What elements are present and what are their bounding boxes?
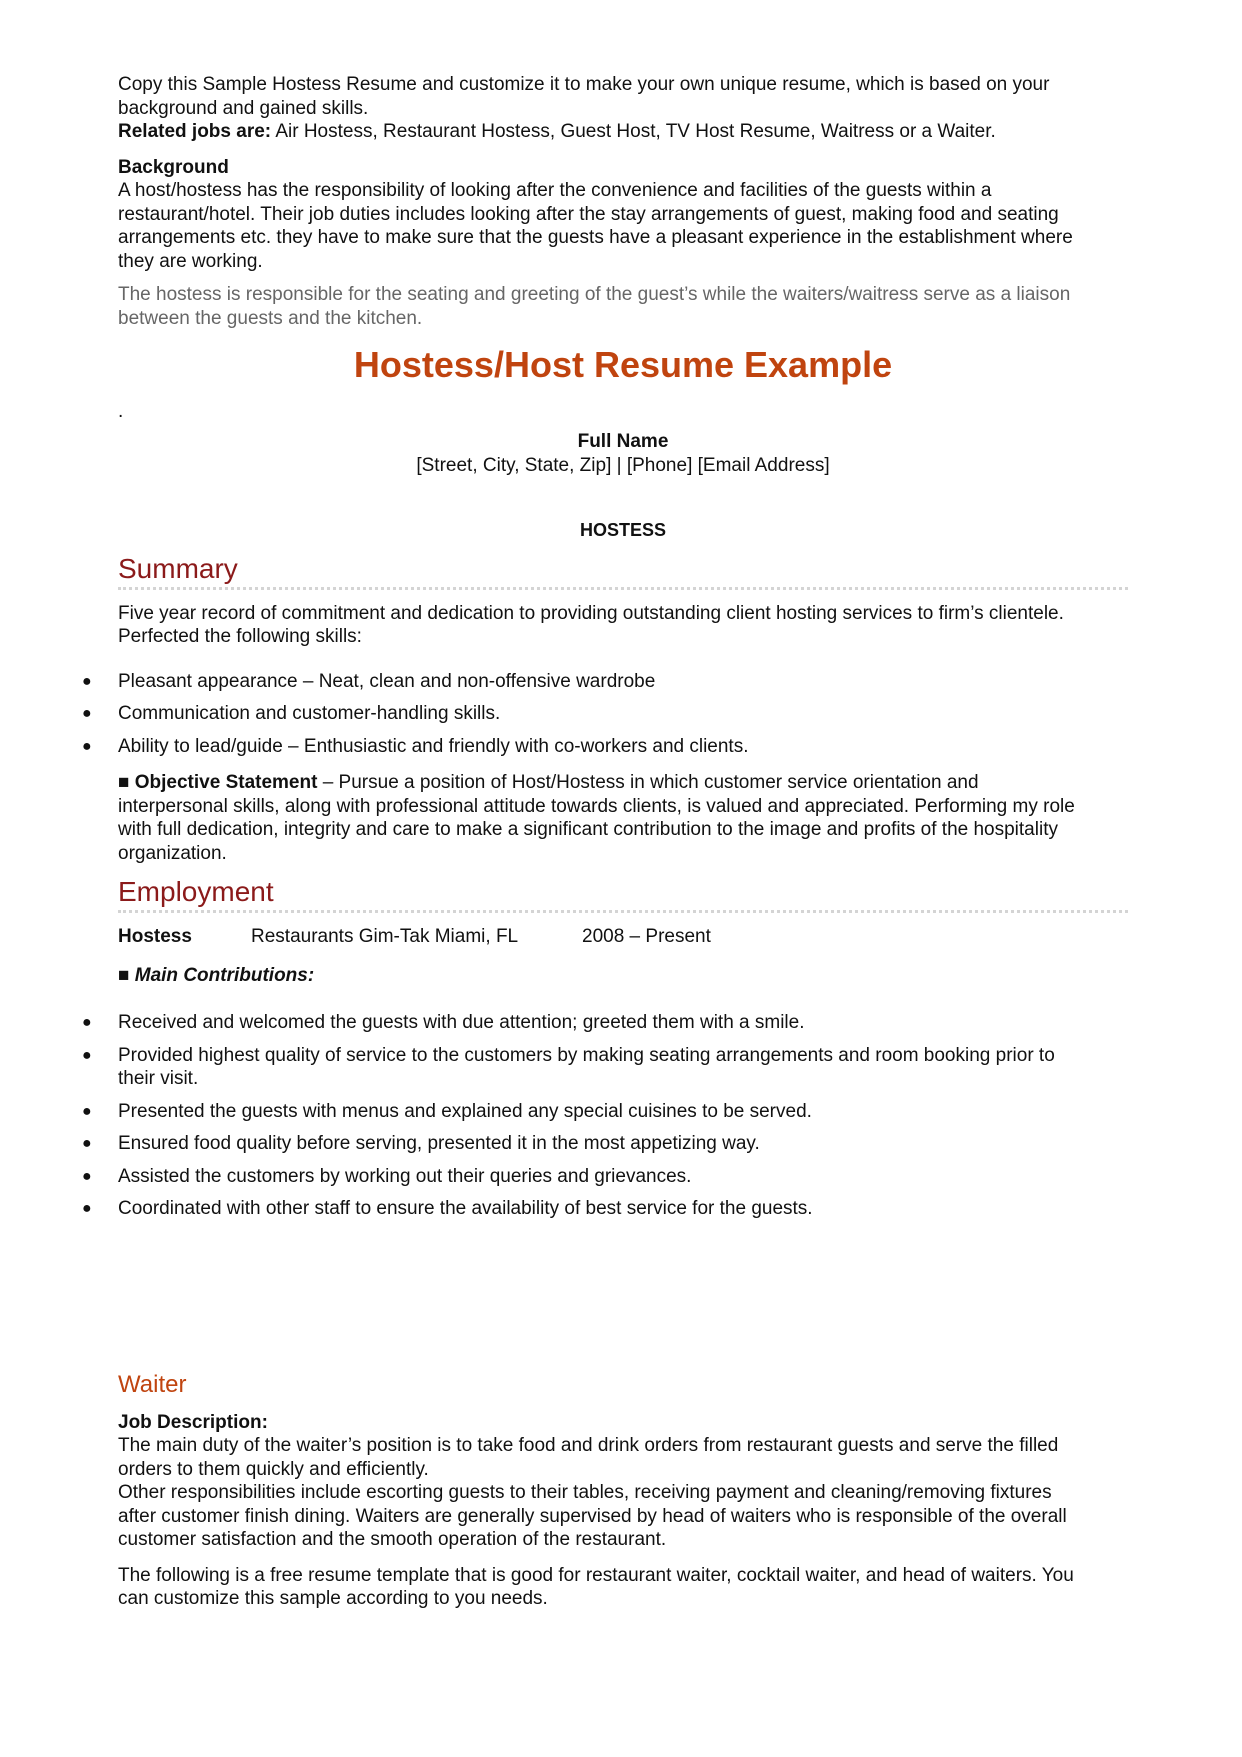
objective-text: – Pursue a position of Host/Hostess in which customer service orientation and bbox=[317, 772, 979, 793]
bullet-icon: ● bbox=[82, 672, 92, 690]
intro-line: background and gained skills. bbox=[118, 97, 369, 119]
bullet-icon: ● bbox=[82, 1046, 92, 1064]
background-note: The hostess is responsible for the seating and greeting of the guest’s while the waiters/waitress serve as a liaison bbox=[118, 284, 1071, 305]
background-heading: Background bbox=[118, 156, 229, 178]
summary-line: Perfected the following skills: bbox=[118, 626, 362, 647]
bullet-icon: ● bbox=[82, 1167, 92, 1185]
bullet-icon: ● bbox=[82, 1135, 92, 1152]
list-item bbox=[82, 1132, 1128, 1156]
objective-line: with full dedication, integrity and care to make a significant contribution to the image and profits of the hospitality bbox=[118, 819, 1058, 840]
job-entry bbox=[118, 925, 1128, 949]
bullet-icon: ● bbox=[82, 1200, 92, 1217]
related-jobs-label: Related jobs are: bbox=[118, 121, 272, 142]
background-line: restaurant/hotel. Their job duties includes looking after the stay arrangements of guest, making food and seating bbox=[118, 203, 1059, 225]
contribution-text: Ensured food quality before serving, presented it in the most appetizing way. bbox=[118, 1133, 760, 1154]
job-description-label: Job Description: bbox=[118, 1411, 268, 1433]
summary-heading: Summary bbox=[118, 552, 238, 584]
list-item bbox=[82, 1165, 1128, 1189]
list-item bbox=[82, 1197, 1128, 1221]
list-item bbox=[82, 702, 1128, 726]
contribution-text: Presented the guests with menus and explained any special cuisines to be served. bbox=[118, 1100, 812, 1122]
skill-text: Pleasant appearance – Neat, clean and non-offensive wardrobe bbox=[118, 670, 656, 692]
related-jobs bbox=[118, 120, 1128, 144]
objective-statement bbox=[118, 771, 1128, 795]
bullet-icon: ● bbox=[82, 737, 92, 755]
list-item bbox=[82, 1044, 1128, 1091]
background-note: between the guests and the kitchen. bbox=[118, 307, 423, 329]
contact-line: [Street, City, State, Zip] | [Phone] [Email Address] bbox=[416, 454, 830, 476]
contributions-list bbox=[82, 1011, 1128, 1221]
closing-line: The following is a free resume template that is good for restaurant waiter, cocktail waiter, and head of waiters. You bbox=[118, 1564, 1074, 1586]
position-title: HOSTESS bbox=[579, 520, 667, 540]
related-jobs-text: Air Hostess, Restaurant Hostess, Guest Host, TV Host Resume, Waitress or a Waiter. bbox=[271, 121, 996, 142]
waiter-line: orders to them quickly and efficiently. bbox=[118, 1458, 429, 1480]
skills-list bbox=[82, 670, 1128, 759]
objective-label: ■ Objective Statement bbox=[118, 772, 318, 793]
waiter-heading: Waiter bbox=[118, 1370, 187, 1398]
background-line: they are working. bbox=[118, 250, 263, 272]
waiter-line: Other responsibilities include escorting guests to their tables, receiving payment and cleaning/removing fixtures bbox=[118, 1482, 1052, 1503]
contribution-text: their visit. bbox=[118, 1068, 199, 1089]
contribution-text: Received and welcomed the guests with due attention; greeted them with a smile. bbox=[118, 1012, 805, 1033]
list-item bbox=[82, 670, 1128, 694]
skill-text: Communication and customer-handling skills. bbox=[118, 703, 501, 724]
contribution-text: Assisted the customers by working out their queries and grievances. bbox=[118, 1165, 692, 1187]
list-item bbox=[82, 1011, 1128, 1035]
closing-line: can customize this sample according to you needs. bbox=[118, 1588, 548, 1609]
list-item bbox=[82, 1100, 1128, 1124]
skill-text: Ability to lead/guide – Enthusiastic and friendly with co-workers and clients. bbox=[118, 735, 749, 757]
intro-line: Copy this Sample Hostess Resume and customize it to make your own unique resume, which is based on your bbox=[118, 74, 1050, 95]
employer: Restaurants Gim-Tak Miami, FL bbox=[251, 926, 519, 947]
contribution-text: Coordinated with other staff to ensure the availability of best service for the guests. bbox=[118, 1198, 813, 1219]
objective-line: organization. bbox=[118, 842, 227, 864]
background-line: A host/hostess has the responsibility of looking after the convenience and facilities of the guests within a bbox=[118, 180, 992, 201]
waiter-line: customer satisfaction and the smooth operation of the restaurant. bbox=[118, 1529, 667, 1550]
list-item bbox=[82, 735, 1128, 759]
contribution-text: Provided highest quality of service to the customers by making seating arrangements and room booking prior to bbox=[118, 1044, 1055, 1066]
employment-heading: Employment bbox=[118, 876, 274, 907]
document-page bbox=[82, 73, 1128, 1611]
background-line: arrangements etc. they have to make sure that the guests have a pleasant experience in the establishment where bbox=[118, 227, 1073, 248]
bullet-icon: ● bbox=[82, 1102, 92, 1120]
bullet-icon: ● bbox=[82, 705, 92, 722]
objective-line: interpersonal skills, along with professional attitude towards clients, is valued and appreciated. Performing my role bbox=[118, 795, 1075, 817]
waiter-line: The main duty of the waiter’s position is to take food and drink orders from restaurant guests and serve the filled bbox=[118, 1435, 1059, 1456]
job-dates: 2008 – Present bbox=[582, 926, 711, 947]
bullet-icon: ● bbox=[82, 1014, 92, 1031]
summary-line: Five year record of commitment and dedication to providing outstanding client hosting services to firm’s clientele. bbox=[118, 602, 1064, 624]
resume-title: Hostess/Host Resume Example bbox=[353, 344, 893, 385]
contributions-label: ■ Main Contributions: bbox=[118, 964, 315, 986]
stray-dot: . bbox=[118, 401, 124, 422]
waiter-line: after customer finish dining. Waiters are generally supervised by head of waiters who is responsible of the overall bbox=[118, 1505, 1067, 1527]
full-name: Full Name bbox=[577, 431, 669, 452]
job-title: Hostess bbox=[118, 926, 192, 947]
